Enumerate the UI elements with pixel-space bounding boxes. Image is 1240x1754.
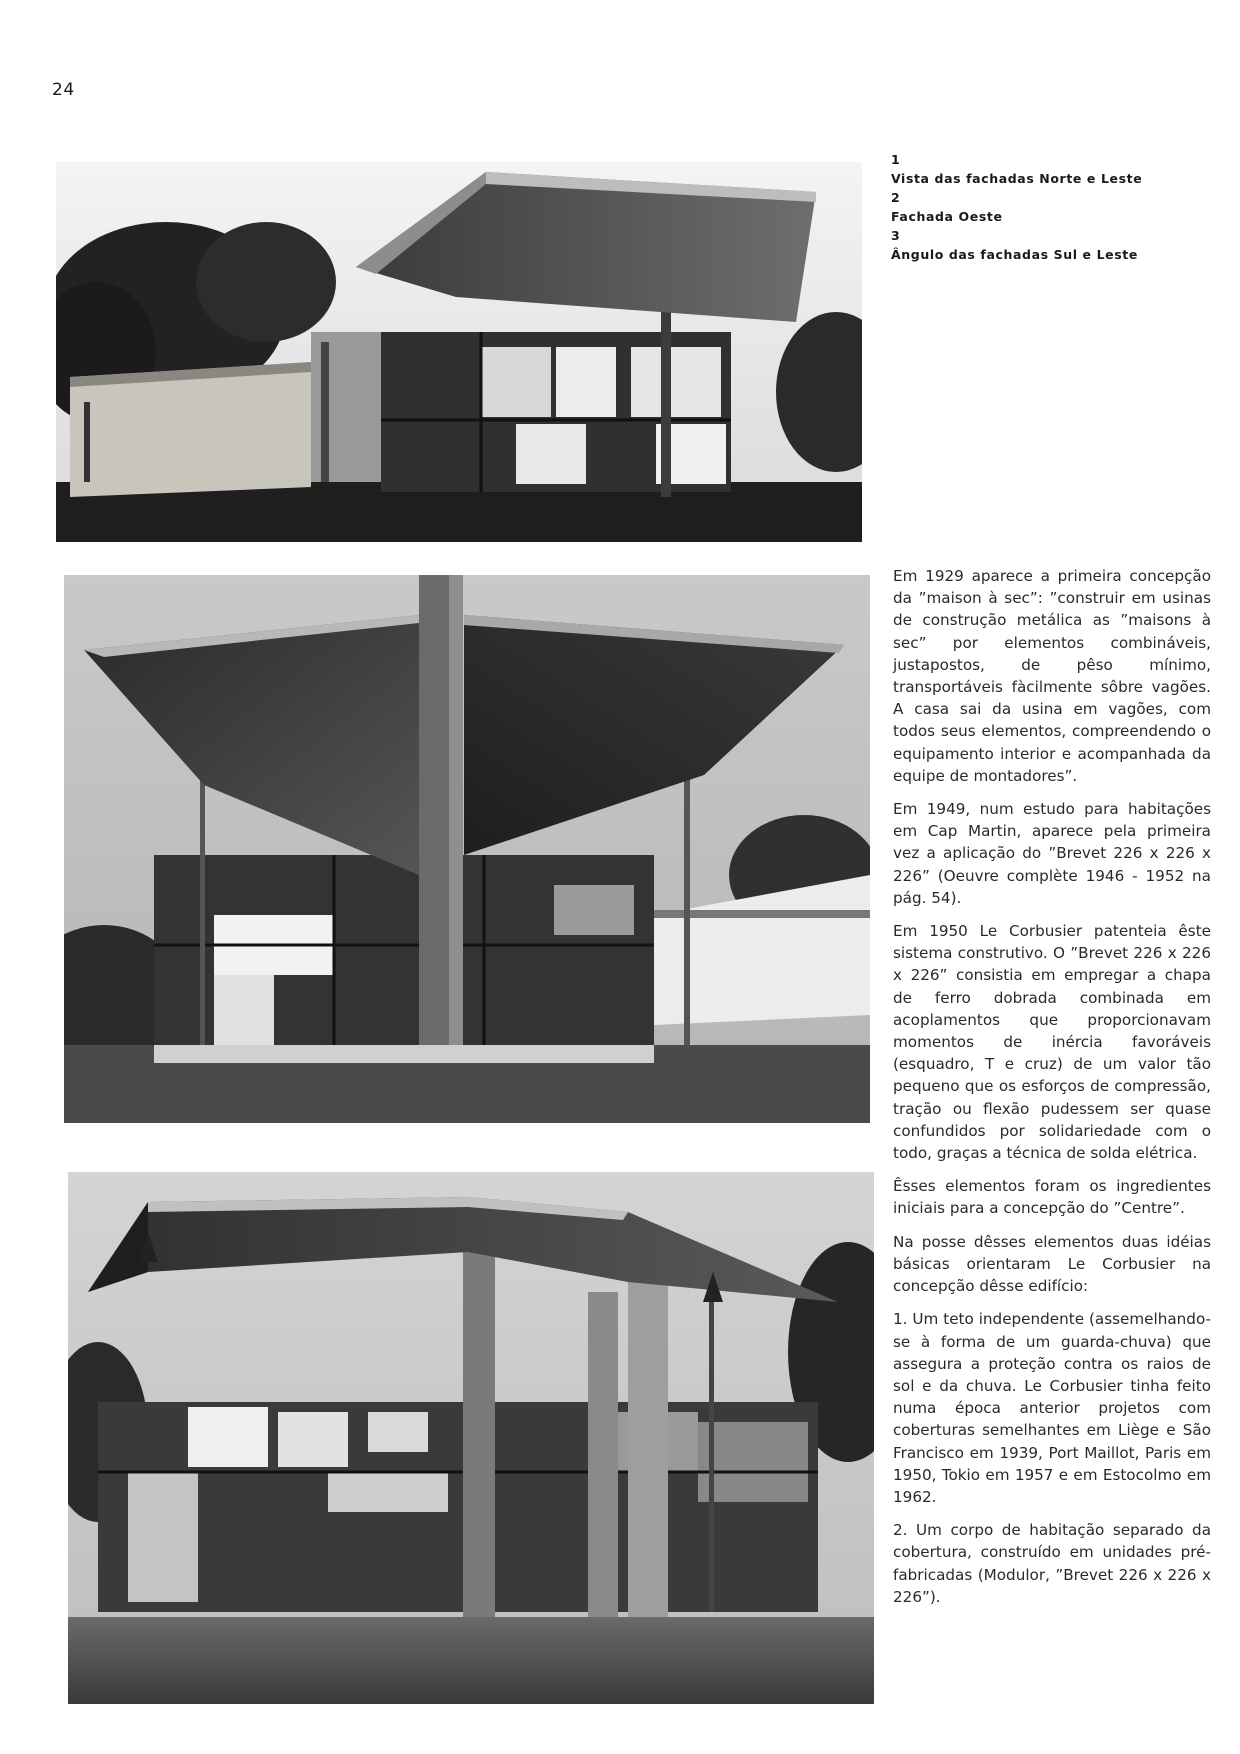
paragraph-2: Em 1949, num estudo para habitações em Cap Martin, aparece pela primeira vez a aplicação do ”Brevet 226 x 226 x 226” (Oeuvre complète 1946 - 1952 na pág. 54).: [893, 800, 1211, 907]
photo-west-facade-image: [64, 575, 870, 1123]
caption-1-number: 1: [891, 152, 901, 167]
photo-north-east-facades: [56, 162, 862, 542]
caption-2-number: 2: [891, 190, 901, 205]
article-body: [893, 565, 1211, 1619]
caption-3-text: Ângulo das fachadas Sul e Leste: [891, 247, 1138, 262]
paragraph-6: 1. Um teto independente (assemelhando-se à forma de um guarda-chuva) que assegura a proteção contra os raios de sol e da chuva. Le Corbusier tinha feito numa época anterior projetos com coberturas semelhantes em Liège e São Francisco em 1939, Port Maillot, Paris em 1950, Tokio em 1957 e em Estocolmo em 1962.: [893, 1310, 1211, 1506]
page-number: 24: [52, 80, 75, 100]
photo-south-east-angle-image: [68, 1172, 874, 1704]
paragraph-3: Em 1950 Le Corbusier patenteia êste sistema construtivo. O ”Brevet 226 x 226 x 226” consistia em empregar a chapa de ferro dobrada combinada em acoplamentos que proporcionavam momentos de inércia favoráveis (esquadro, T e cruz) de um valor tão pequeno que os esforços de compressão, tração ou flexão pudessem ser quase confundidos por solidariedade com o todo, graças a técnica de solda elétrica.: [893, 922, 1211, 1163]
caption-3-number: 3: [891, 228, 901, 243]
paragraph-7: 2. Um corpo de habitação separado da cobertura, construído em unidades pré-fabricadas (Modulor, ”Brevet 226 x 226 x 226”).: [893, 1521, 1211, 1606]
photo-captions: [891, 150, 1211, 264]
paragraph-1: Em 1929 aparece a primeira concepção da ”maison à sec”: ”construir em usinas de construção metálica as ”maisons à sec” por elementos combináveis, justapostos, de pêso mínimo, transportáveis fàcilmente sôbre vagões. A casa sai da usina em vagões, com todos seus elementos, compreendendo o equipamento interior e acompanhada da equipe de montadores”.: [893, 567, 1211, 785]
paragraph-4: Êsses elementos foram os ingredientes iniciais para a concepção do ”Centre”.: [893, 1177, 1211, 1218]
photo-west-facade: [64, 575, 870, 1123]
photo-north-east-facades-image: [56, 162, 862, 542]
caption-2-text: Fachada Oeste: [891, 209, 1003, 224]
photo-south-east-angle: [68, 1172, 874, 1704]
paragraph-5: Na posse dêsses elementos duas idéias básicas orientaram Le Corbusier na concepção dêsse edifício:: [893, 1232, 1211, 1296]
caption-1-text: Vista das fachadas Norte e Leste: [891, 171, 1143, 186]
